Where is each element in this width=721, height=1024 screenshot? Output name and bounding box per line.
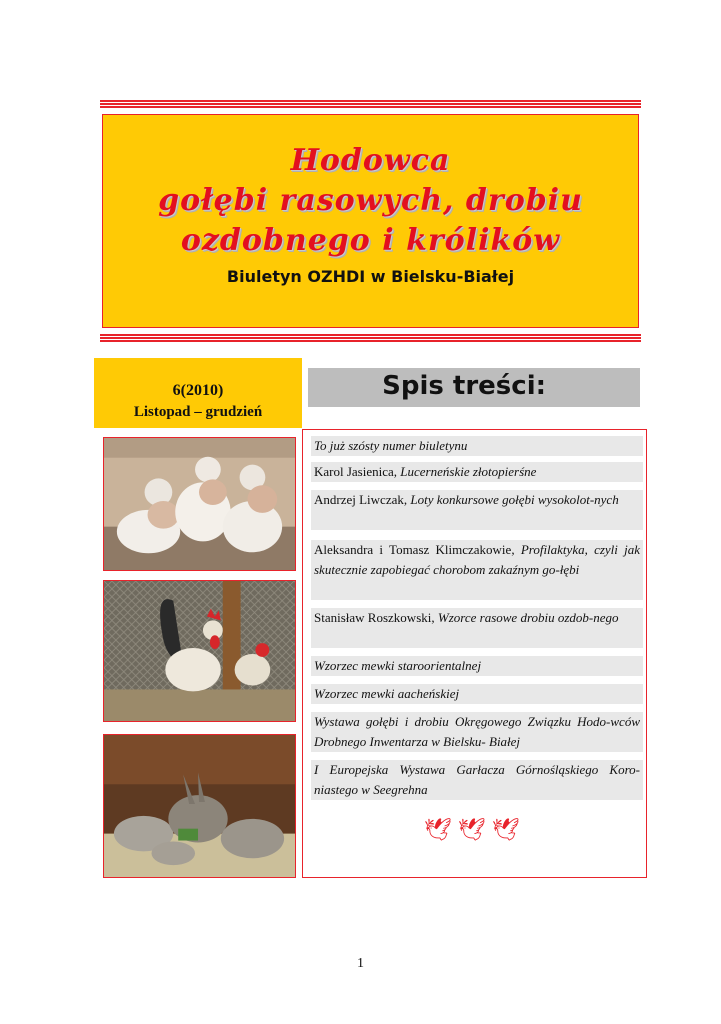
toc-item-author: Andrzej Liwczak,: [314, 492, 411, 507]
pigeons-photo: [103, 437, 296, 571]
title-line-2: gołębi rasowych, drobiu: [158, 183, 583, 218]
toc-item[interactable]: [311, 760, 643, 800]
issue-date: Listopad – grudzień: [133, 404, 263, 420]
toc-item-title: Wzorzec mewki aacheńskiej: [314, 686, 460, 701]
toc-item-title: Lucerneńskie złotopierśne: [400, 464, 537, 479]
toc-item[interactable]: [311, 540, 643, 600]
issue-number: 6(2010): [172, 382, 224, 399]
toc-item-title: I Europejska Wystawa Garłacza Górnośląskiego Koro-niastego w Seegrehna: [314, 762, 640, 797]
toc-item[interactable]: [311, 608, 643, 648]
toc-heading-bar: [308, 368, 640, 407]
toc-item-title: Loty konkursowe gołębi wysokolot-nych: [410, 492, 619, 507]
header-banner: [102, 114, 639, 328]
toc-item[interactable]: [311, 712, 643, 752]
dove-ornament-icon: 🕊🕊🕊: [423, 818, 526, 843]
page-number: 1: [357, 956, 364, 971]
toc-item-author: Stanisław Roszkowski,: [314, 610, 438, 625]
toc-item-title: Wzorzec mewki staroorientalnej: [314, 658, 482, 673]
toc-item-author: Aleksandra i Tomasz Klimczakowie,: [314, 542, 521, 557]
title-line-3: ozdobnego i królików: [180, 223, 561, 258]
toc-item-title: Wystawa gołębi i drobiu Okręgowego Związku Hodo-wców Drobnego Inwentarza w Bielsku- Białej: [314, 714, 640, 749]
top-stripe-lower: [100, 334, 641, 342]
rooster-photo: [103, 580, 296, 722]
title-line-1: Hodowca: [290, 143, 451, 178]
toc-item[interactable]: [311, 684, 643, 704]
toc-list: [302, 429, 647, 878]
toc-item-title: To już szósty numer biuletynu: [314, 438, 468, 453]
toc-item[interactable]: [311, 490, 643, 530]
rabbits-photo: [103, 734, 296, 878]
toc-item[interactable]: [311, 462, 643, 482]
toc-item[interactable]: [311, 436, 643, 456]
toc-item-title: Profilaktyka, czyli jak skutecznie zapobiegać chorobom zakaźnym go-łębi: [314, 542, 641, 577]
subtitle: Biuletyn OZHDI w Bielsku-Białej: [226, 267, 515, 286]
toc-item[interactable]: [311, 656, 643, 676]
top-stripe-upper: [100, 100, 641, 108]
toc-item-author: Karol Jasienica,: [314, 464, 401, 479]
issue-box: [94, 358, 302, 428]
toc-heading: Spis treści:: [382, 371, 546, 401]
toc-item-title: Wzorce rasowe drobiu ozdob-nego: [437, 610, 619, 625]
